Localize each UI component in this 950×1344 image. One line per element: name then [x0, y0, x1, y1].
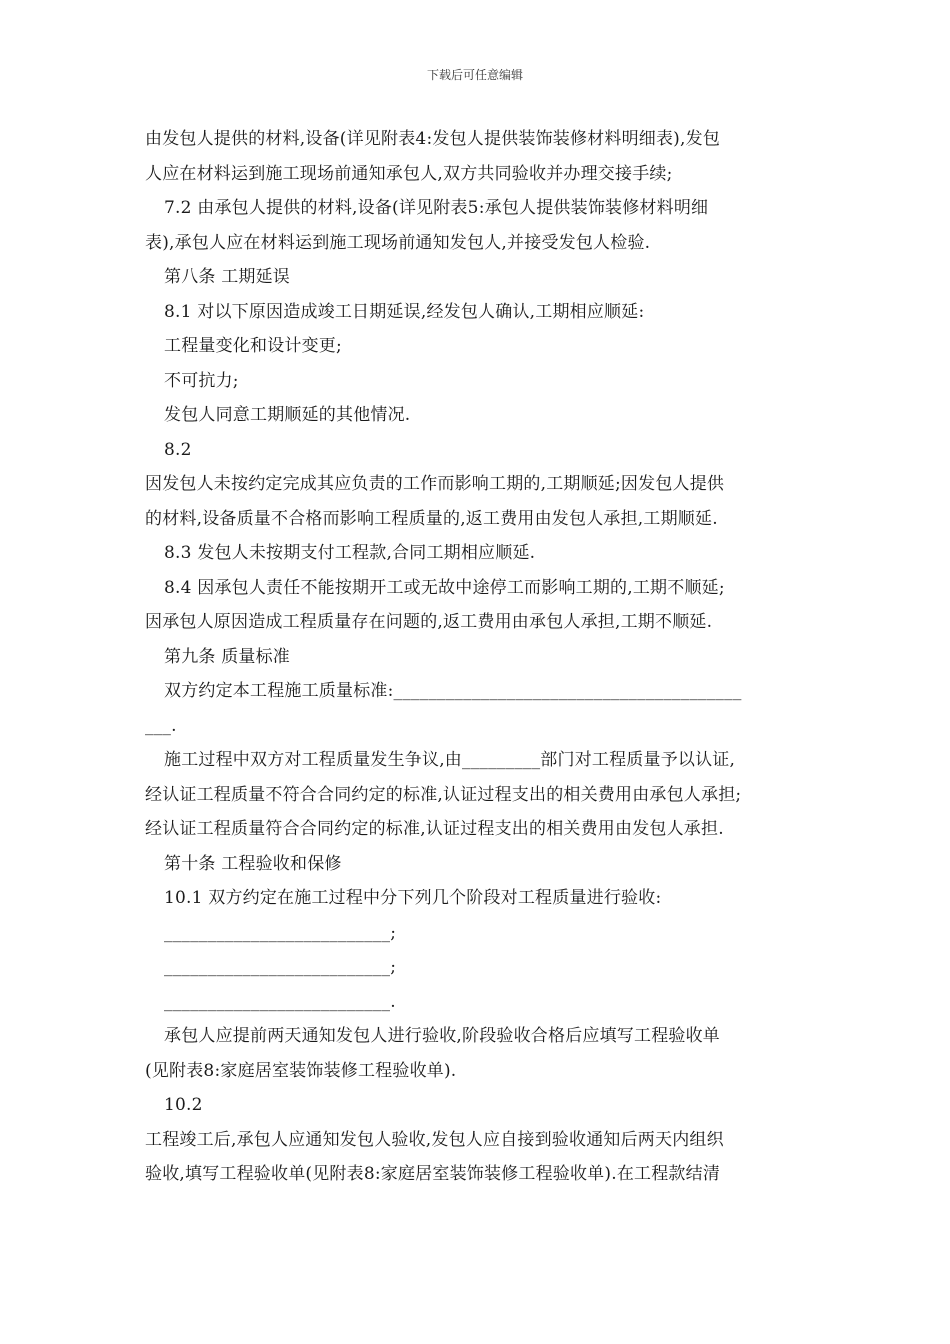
- clause-7-2: 7.2 由承包人提供的材料,设备(详见附表5:承包人提供装饰装修材料明细: [164, 198, 709, 218]
- document-body: [145, 122, 809, 1192]
- text-line: 人应在材料运到施工现场前通知承包人,双方共同验收并办理交接手续;: [145, 163, 673, 184]
- text-line: 表),承包人应在材料运到施工现场前通知发包人,并接受发包人检验.: [145, 232, 651, 253]
- clause-8-3: 8.3 发包人未按期支付工程款,合同工期相应顺延.: [164, 543, 536, 563]
- quality-standard-line: 双方约定本工程施工质量标准:________________________________________: [164, 681, 742, 701]
- clause-8-4: 8.4 因承包人责任不能按期开工或无故中途停工而影响工期的,工期不顺延;: [164, 577, 725, 598]
- text-line: 施工过程中双方对工程质量发生争议,由_________部门对工程质量予以认证,: [164, 750, 736, 770]
- text-line: 由发包人提供的材料,设备(详见附表4:发包人提供装饰装修材料明细表),发包: [145, 129, 721, 149]
- blank-line: __________________________;: [164, 922, 397, 943]
- list-item: 发包人同意工期顺延的其他情况.: [164, 405, 411, 425]
- blank-line: __________________________.: [164, 991, 396, 1012]
- text-line: 工程竣工后,承包人应通知发包人验收,发包人应自接到验收通知后两天内组织: [145, 1129, 724, 1150]
- text-line: 经认证工程质量不符合合同约定的标准,认证过程支出的相关费用由承包人承担;: [145, 784, 742, 805]
- clause-8-1: 8.1 对以下原因造成竣工日期延误,经发包人确认,工期相应顺延:: [164, 301, 645, 322]
- text-line: 的材料,设备质量不合格而影响工程质量的,返工费用由发包人承担,工期顺延.: [145, 508, 718, 529]
- text-line: 因承包人原因造成工程质量存在问题的,返工费用由承包人承担,工期不顺延.: [145, 612, 713, 632]
- blank-line: __________________________;: [164, 957, 397, 977]
- text-line: ___.: [145, 715, 177, 736]
- text-line: (见附表8:家庭居室装饰装修工程验收单).: [145, 1060, 457, 1081]
- text-line: 验收,填写工程验收单(见附表8:家庭居室装饰装修工程验收单).在工程款结清: [145, 1164, 721, 1184]
- text-line: 因发包人未按约定完成其应负责的工作而影响工期的,工期顺延;因发包人提供: [145, 474, 725, 494]
- clause-10-2-number: 10.2: [164, 1095, 203, 1115]
- list-item: 工程量变化和设计变更;: [164, 336, 342, 356]
- article-9-heading: 第九条 质量标准: [164, 646, 291, 667]
- article-8-heading: 第八条 工期延误: [164, 267, 291, 287]
- text-line: 经认证工程质量符合合同约定的标准,认证过程支出的相关费用由发包人承担.: [145, 819, 724, 839]
- clause-10-1: 10.1 双方约定在施工过程中分下列几个阶段对工程质量进行验收:: [164, 888, 662, 908]
- page-header-note: 下载后可任意编辑: [426, 68, 523, 82]
- clause-8-2-number: 8.2: [164, 439, 192, 460]
- list-item: 不可抗力;: [164, 370, 239, 391]
- article-10-heading: 第十条 工程验收和保修: [164, 853, 342, 874]
- text-line: 承包人应提前两天通知发包人进行验收,阶段验收合格后应填写工程验收单: [164, 1026, 721, 1046]
